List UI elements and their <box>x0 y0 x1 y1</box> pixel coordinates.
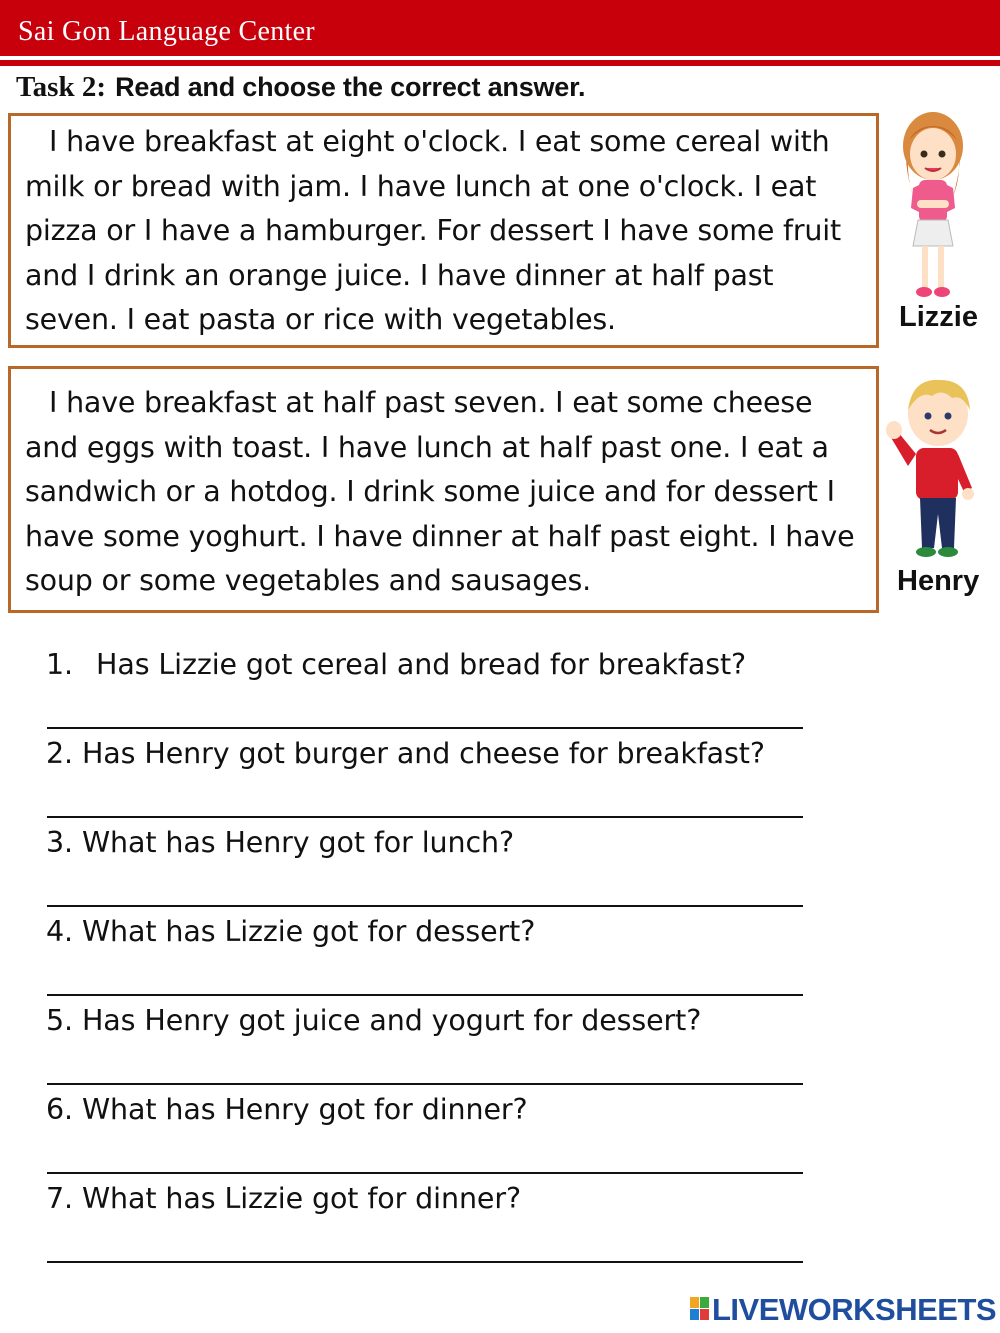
question-number: 4. <box>46 915 73 948</box>
question-text: What has Lizzie got for dessert? <box>81 915 536 948</box>
answer-line-7[interactable] <box>47 1261 803 1263</box>
question-text: Has Henry got burger and cheese for breakfast? <box>81 737 765 770</box>
character-name-lizzie: Lizzie <box>899 301 978 333</box>
passage-line: have soup or some vegetables and sausages. <box>25 519 855 597</box>
header-bar <box>0 0 1000 56</box>
question-number: 3. <box>46 826 73 859</box>
question-number: 6. <box>46 1093 73 1126</box>
answer-line-5[interactable] <box>47 1083 803 1085</box>
question-6 <box>46 1093 528 1126</box>
logo-text: LIVEWORKSHEETS <box>712 1292 997 1327</box>
question-2 <box>46 737 765 770</box>
passage-line: sandwich or a hotdog. I drink some juice and for dessert <box>25 475 818 508</box>
header-title: Sai Gon Language Center <box>18 16 315 47</box>
answer-line-4[interactable] <box>47 994 803 996</box>
answer-line-3[interactable] <box>47 905 803 907</box>
task-heading <box>16 71 585 104</box>
passage-line: I have breakfast at eight o'clock. I eat some cereal <box>49 125 761 158</box>
answer-line-2[interactable] <box>47 816 803 818</box>
character-name-henry: Henry <box>897 565 980 597</box>
question-number: 1. <box>46 648 73 681</box>
passage-line: some fruit and I drink an orange juice. I have dinner at <box>25 214 841 292</box>
question-4 <box>46 915 535 948</box>
passage-lizzie <box>8 113 879 348</box>
question-7 <box>46 1182 521 1215</box>
question-3 <box>46 826 514 859</box>
passage-line: half past seven. I eat pasta or rice with vegetables. <box>25 258 774 336</box>
question-text: What has Henry got for dinner? <box>81 1093 528 1126</box>
question-number: 5. <box>46 1004 73 1037</box>
task-label: Task 2: <box>16 71 107 103</box>
passage-line: I have breakfast at half past seven. I eat some cheese <box>49 386 813 419</box>
question-number: 7. <box>46 1182 73 1215</box>
henry-illustration <box>882 370 982 565</box>
question-5 <box>46 1004 701 1037</box>
answer-line-1[interactable] <box>47 727 803 729</box>
logo-icon <box>690 1297 710 1321</box>
question-1 <box>46 648 746 681</box>
passage-line: I have some yoghurt. I have dinner at half past eight. I <box>25 475 835 553</box>
question-text: What has Henry got for lunch? <box>81 826 515 859</box>
lizzie-illustration <box>893 104 973 304</box>
liveworksheets-logo <box>690 1292 997 1328</box>
question-number: 2. <box>46 737 73 770</box>
task-instruction: Read and choose the correct answer. <box>115 72 586 102</box>
question-text: What has Lizzie got for dinner? <box>81 1182 521 1215</box>
passage-line: with milk or bread with jam. I have lunch at one o'clock. <box>25 125 830 203</box>
question-text: Has Henry got juice and yogurt for dessert? <box>81 1004 702 1037</box>
passage-henry <box>8 366 879 613</box>
answer-line-6[interactable] <box>47 1172 803 1174</box>
passage-line: and eggs with toast. I have lunch at half past one. I eat a <box>25 430 829 464</box>
question-text: Has Lizzie got cereal and bread for breakfast? <box>96 648 747 681</box>
header-divider <box>0 60 1000 66</box>
passage-line: I eat pizza or I have a hamburger. For dessert I have <box>25 169 817 247</box>
